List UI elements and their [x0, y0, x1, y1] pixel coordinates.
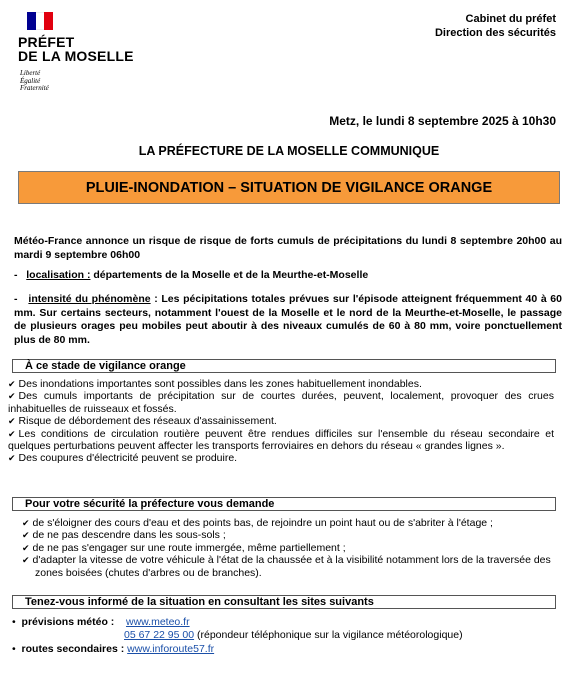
list-item: [22, 554, 558, 579]
informe-heading: Tenez-vous informé de la situation en consultant les sites suivants: [12, 595, 556, 609]
list-item-text: Des coupures d'électricité peuvent se produire.: [18, 452, 238, 465]
flag-red-band: [44, 12, 53, 30]
check-icon: ✔: [22, 530, 30, 541]
check-icon: ✔: [8, 453, 16, 464]
routes-row: [12, 643, 214, 656]
previsions-label: prévisions météo :: [21, 616, 115, 628]
inforoute-link[interactable]: www.inforoute57.fr: [127, 643, 215, 655]
securite-heading: Pour votre sécurité la préfecture vous demande: [12, 497, 556, 511]
check-icon: ✔: [22, 555, 30, 566]
check-icon: ✔: [22, 518, 30, 528]
intensite-label: intensité du phénomène: [28, 293, 151, 305]
list-item: [8, 378, 554, 390]
motto: [20, 70, 49, 93]
list-item-text: Les conditions de circulation routière peuvent être rendues difficiles sur l'ensemble du réseau secondaire et quelques perturbations peuvent affecter les transports ferroviaires en dehors du réseau « grandes lignes ».: [8, 427, 554, 453]
vigilance-heading: À ce stade de vigilance orange: [12, 359, 556, 373]
intro-paragraph: Météo-France annonce un risque de risque de forts cumuls de précipitations du lundi 8 septembre 20h00 au mardi 9 septembre 06h00: [14, 235, 562, 261]
intensite-paragraph: [14, 293, 562, 347]
list-item: [22, 529, 558, 541]
meteo-link[interactable]: www.meteo.fr: [125, 616, 190, 628]
check-icon: ✔: [22, 542, 30, 553]
flag-blue-band: [27, 12, 36, 30]
cabinet-line1: Cabinet du préfet: [465, 13, 556, 25]
previsions-row: [12, 616, 190, 629]
phone-row: [124, 629, 463, 642]
motto-liberte: Liberté: [20, 69, 41, 77]
vigilance-banner: [18, 171, 560, 204]
flag-white-band: [36, 12, 45, 30]
routes-label: routes secondaires :: [21, 643, 125, 655]
check-icon: ✔: [8, 416, 16, 427]
localisation-label: localisation :: [26, 269, 91, 281]
phone-link[interactable]: 05 67 22 95 00: [124, 629, 195, 641]
bullet-icon: •: [12, 643, 16, 655]
motto-egalite: Égalité: [20, 76, 41, 85]
list-item-text: de ne pas s'engager sur une route immergée, même partiellement ;: [32, 541, 346, 554]
list-item: [8, 390, 554, 415]
communique-title: LA PRÉFECTURE DE LA MOSELLE COMMUNIQUE: [138, 144, 440, 158]
motto-fraternite: Fraternité: [20, 84, 49, 92]
intensite-text: : Les pécipitations totales prévues sur l'épisode atteignent fréquemment 40 à 60 mm. Sur certains secteurs, notamment l'ouest de la Moselle et le nord de la Meurthe-et-Moselle, le passage de plusieurs orages peu mobiles peut aboutir à des niveaux cumulés de 60 à 80 mm, voire ponctuellement plus de 80 mm.: [14, 293, 562, 346]
logo-title-line2: DE LA MOSELLE: [18, 48, 134, 64]
list-item-text: d'adapter la vitesse de votre véhicule à l'état de la chaussée et à la visibilité notamment lors de la traversée des zones boisées (chutes d'arbres ou de branches).: [32, 554, 551, 579]
list-item: [22, 542, 558, 554]
cabinet-block: [435, 12, 556, 40]
check-icon: ✔: [8, 391, 16, 402]
bullet-icon: •: [12, 616, 16, 628]
list-item-text: de ne pas descendre dans les sous-sols ;: [32, 529, 226, 542]
localisation-text: départements de la Moselle et de la Meurthe-et-Moselle: [90, 269, 369, 281]
banner-title: PLUIE-INONDATION – SITUATION DE VIGILANCE ORANGE: [85, 179, 493, 196]
vigilance-list: [8, 378, 554, 465]
localisation-paragraph: [14, 269, 562, 283]
list-item-text: Risque de débordement des réseaux d'assainissement.: [18, 415, 277, 428]
logo-title-line1: PRÉFET: [18, 34, 75, 50]
list-item: [8, 452, 554, 464]
list-item-text: Des cumuls importants de précipitation sur de courtes durées, peuvent, localement, provoquer des crues inhabituelles de ruisseaux et fossés.: [8, 390, 554, 415]
phone-note: (répondeur téléphonique sur la vigilance météorologique): [194, 629, 463, 641]
localisation-dash: -: [14, 269, 18, 281]
cabinet-line2: Direction des sécurités: [434, 27, 556, 39]
list-item: [8, 415, 554, 427]
list-item: [22, 517, 558, 529]
intensite-dash: -: [14, 293, 18, 305]
check-icon: ✔: [8, 379, 16, 389]
list-item: [8, 428, 554, 453]
logo-title: [18, 35, 134, 63]
list-item-text: de s'éloigner des cours d'eau et des points bas, de rejoindre un point haut ou de s'abriter à l'étage ;: [32, 517, 493, 529]
dateline: Metz, le lundi 8 septembre 2025 à 10h30: [329, 114, 556, 128]
securite-list: [22, 517, 558, 579]
check-icon: ✔: [8, 428, 16, 439]
french-flag-icon: [27, 12, 53, 30]
list-item-text: Des inondations importantes sont possibles dans les zones habituellement inondables.: [18, 378, 422, 390]
